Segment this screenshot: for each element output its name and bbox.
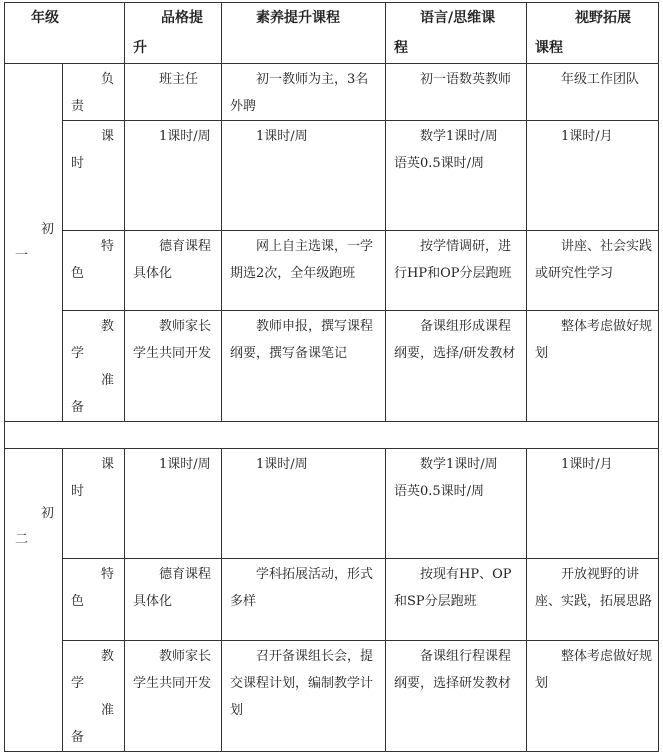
g1-c4-hours: 1课时/月 [527,121,659,231]
g2-row-hours [5,449,659,559]
g2-row-prep [5,641,659,752]
g1-c2-hours: 1课时/周 [222,121,386,231]
grade1-cell [5,64,63,422]
g2-label-hours: 课 时 [63,449,125,559]
g1-c1-responsible: 班主任 [125,64,222,121]
g2-label-prep: 教 学 准 备 [63,641,125,752]
header-language [386,3,527,64]
header-vision [527,3,659,64]
g1-c3-prep: 备课组形成课程纲要，选择/研发教材 [386,311,527,422]
g1-row-feature [5,231,659,311]
grade1-char1: 初 [40,221,54,237]
g2-c1-hours: 1课时/周 [125,449,222,559]
g1-c1-hours: 1课时/周 [125,121,222,231]
g2-c4-prep: 整体考虑做好规划 [527,641,659,752]
g2-c2-prep: 召开备课组长会，提交课程计划，编制教学计划 [222,641,386,752]
g1-row-prep [5,311,659,422]
g2-label-feature: 特 色 [63,559,125,641]
g1-c4-feature: 讲座、社会实践或研究性学习 [527,231,659,311]
header-literacy: 素养提升课程 [222,3,386,64]
g2-c2-feature: 学科拓展活动，形式多样 [222,559,386,641]
g1-c4-responsible: 年级工作团队 [527,64,659,121]
g1-label-prep: 教 学 准 备 [63,311,125,422]
spacer-row [5,422,659,449]
g1-label-hours: 课 时 [63,121,125,231]
g1-row-responsible [5,64,659,121]
g1-row-hours [5,121,659,231]
grade2-char1: 初 [40,506,54,521]
g2-c1-feature: 德育课程 具体化 [125,559,222,641]
g1-c3-responsible: 初一语数英教师 [386,64,527,121]
spacer-cell [5,422,659,449]
header-row [5,3,659,64]
grade2-char2: 二 [15,532,29,547]
grade1-char2: 一 [15,247,29,263]
g2-c3-feature: 按现有HP、OP和SP分层跑班 [386,559,527,641]
g2-c2-hours: 1课时/周 [222,449,386,559]
header-vision-line2: 课程 [535,40,563,56]
grade2-cell [5,449,63,752]
g1-c1-feature: 德育课程 具体化 [125,231,222,311]
g1-label-feature: 特 色 [63,231,125,311]
header-vision-line1: 视野拓展 [575,10,631,26]
g1-c1-prep: 教师家长学生共同开发 [125,311,222,422]
header-language-line2: 程 [394,40,408,56]
g1-label-responsible: 负 责 [63,64,125,121]
g2-c4-feature: 开放视野的讲座、实践，拓展思路 [527,559,659,641]
header-character [125,3,222,64]
header-character-line1: 品格提 [161,10,203,26]
g1-c2-feature: 网上自主选课，一学期选2次，全年级跑班 [222,231,386,311]
g2-c1-prep: 教师家长学生共同开发 [125,641,222,752]
curriculum-table [4,2,659,752]
g2-c4-hours: 1课时/月 [527,449,659,559]
g1-c2-prep: 教师申报，撰写课程纲要，撰写备课笔记 [222,311,386,422]
g2-row-feature [5,559,659,641]
g1-c2-responsible: 初一教师为主，3名外聘 [222,64,386,121]
g2-c3-prep: 备课组行程课程纲要，选择研发教材 [386,641,527,752]
header-language-line1: 语言/思维课 [420,10,496,26]
header-character-line2: 升 [133,40,147,56]
g1-c4-prep: 整体考虑做好规划 [527,311,659,422]
g1-c3-hours: 数学1课时/周 语英0.5课时/周 [386,121,527,231]
g1-c3-feature: 按学情调研，进行HP和OP分层跑班 [386,231,527,311]
g2-c3-hours: 数学1课时/周 语英0.5课时/周 [386,449,527,559]
header-grade: 年级 [5,3,125,64]
